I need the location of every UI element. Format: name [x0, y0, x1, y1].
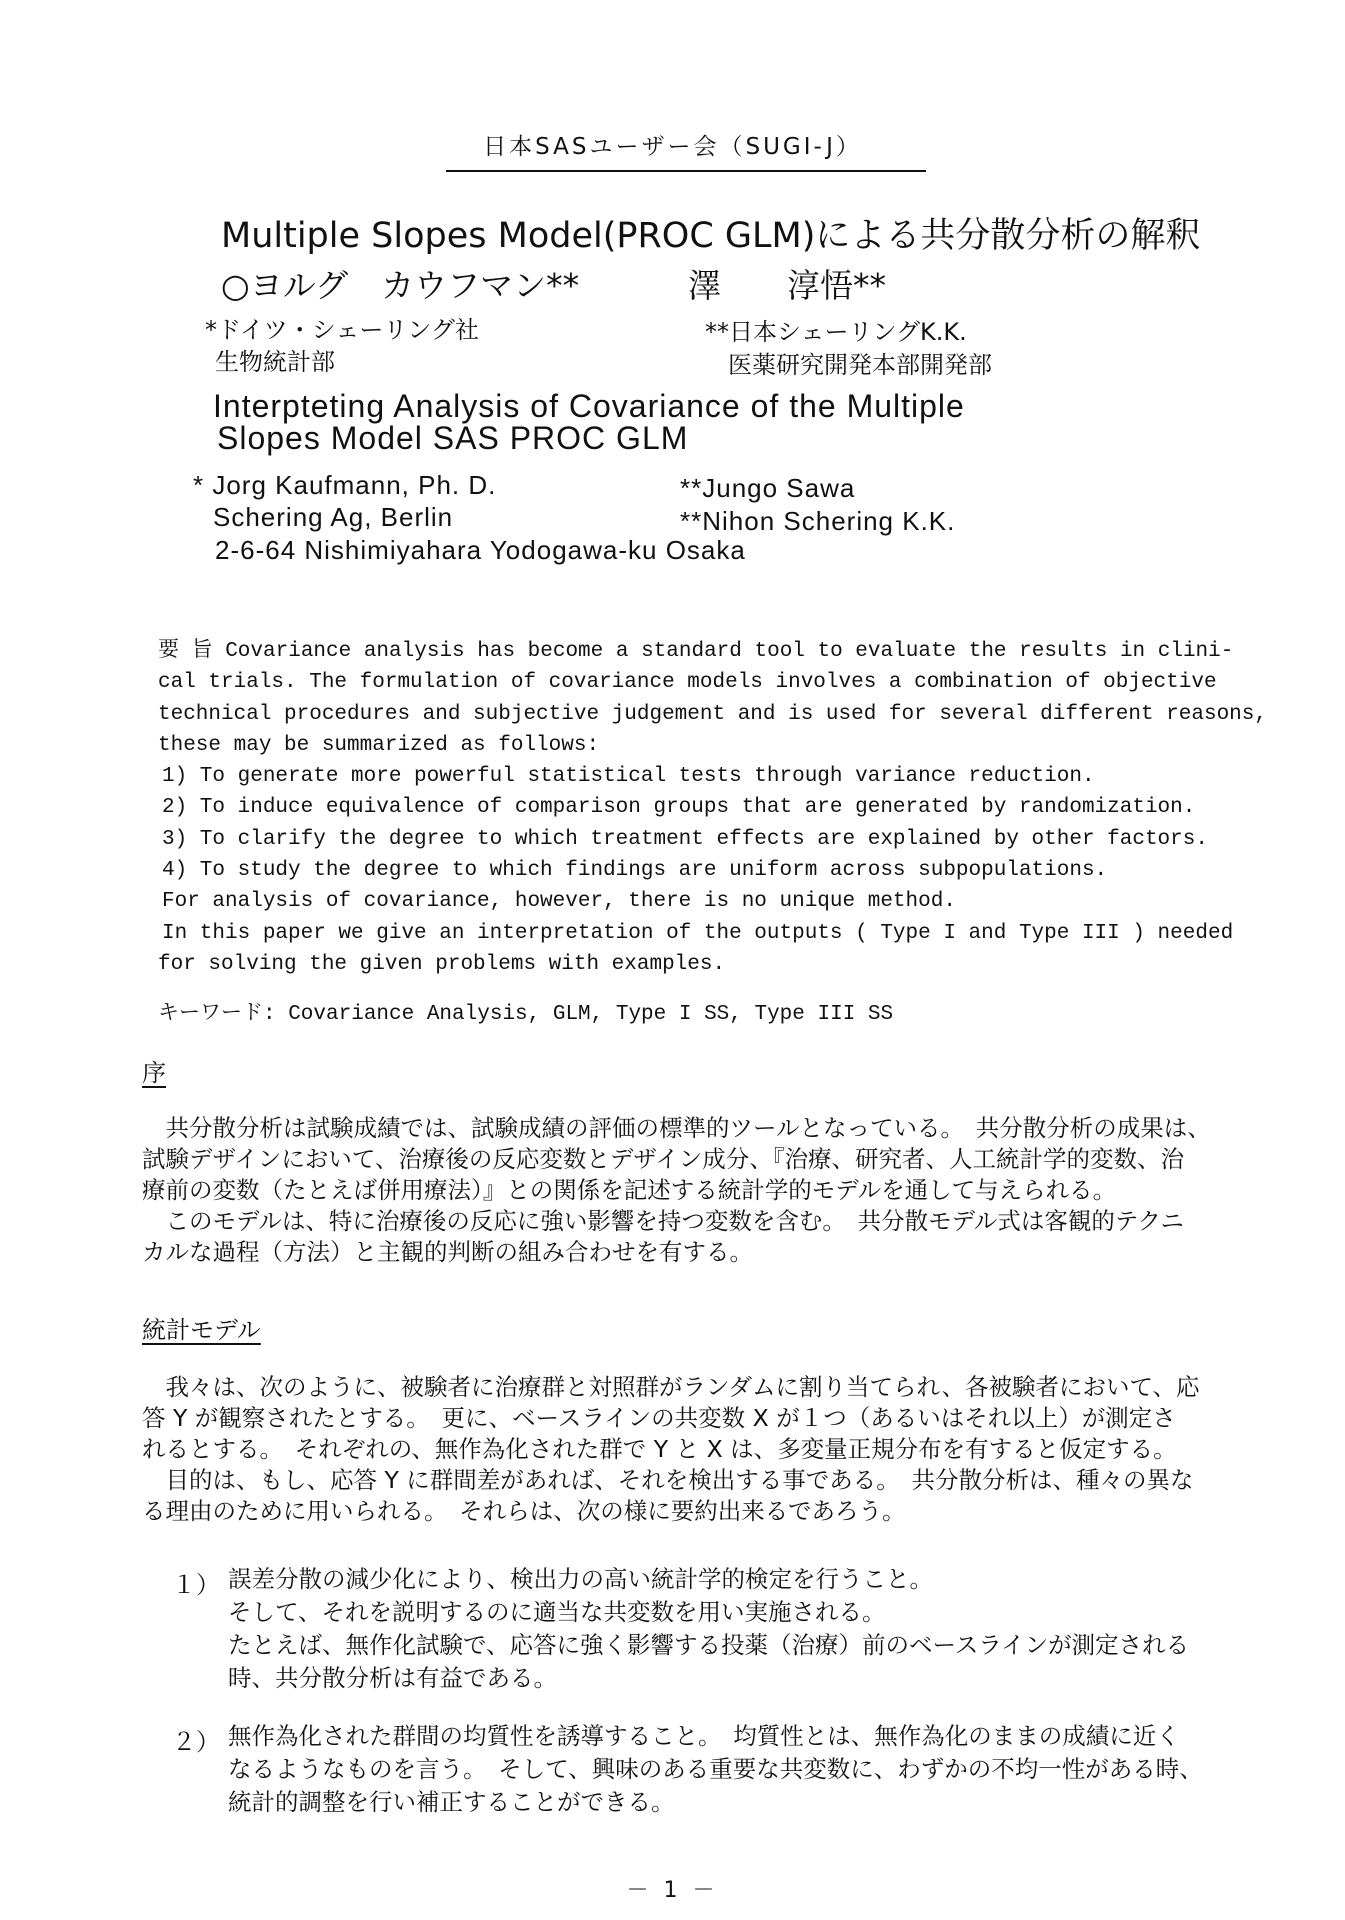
conference-header: 日本SASユーザー会（SUGI-J）: [483, 134, 862, 160]
list-item-line: そして、それを説明するのに適当な共変数を用い実施される。: [228, 1598, 886, 1626]
address-en: 2-6-64 Nishimiyahara Yodogawa-ku Osaka: [215, 535, 746, 565]
paragraph-line: 我々は、次のように、被験者に治療群と対照群がランダムに割り当てられ、各被験者において、応: [142, 1373, 1200, 1401]
affiliation-jp-1-line2: 生物統計部: [215, 348, 335, 376]
paragraph-line: カルな過程（方法）と主観的判断の組み合わせを有する。: [142, 1238, 753, 1266]
affiliation-jp-2-line1: **日本シェーリングK.K.: [705, 318, 967, 346]
abstract-line: For analysis of covariance, however, there is no unique method.: [162, 890, 956, 914]
abstract-line: 4) To study the degree to which findings are uniform across subpopulations.: [162, 859, 1108, 883]
paragraph-line: れるとする。 それぞれの、無作為化された群で Y と X は、多変量正規分布を有すると仮定する。: [142, 1435, 1177, 1463]
paper-title-en-line1: Interpteting Analysis of Covariance of the Multiple: [213, 388, 965, 424]
section-intro-body: [142, 1113, 1252, 1268]
abstract-line: 2) To induce equivalence of comparison groups that are generated by randomization.: [162, 796, 1196, 820]
list-item-line: 統計的調整を行い補正することができる。: [228, 1788, 675, 1816]
paragraph-line: このモデルは、特に治療後の反応に強い影響を持つ変数を含む。 共分散モデル式は客観的テクニ: [142, 1207, 1184, 1235]
abstract: [158, 636, 1267, 980]
paragraph-line: 共分散分析は試験成績では、試験成績の評価の標準的ツールとなっている。 共分散分析の成果は、: [142, 1114, 1211, 1142]
affiliation-jp-2-line2: 医薬研究開発本部開発部: [728, 351, 992, 379]
list-item-line: 無作為化された群間の均質性を誘導すること。 均質性とは、無作為化のままの成績に近く: [228, 1722, 1180, 1750]
paragraph-line: 答 Y が観察されたとする。 更に、ベースラインの共変数 X が１つ（あるいはそれ以上）が測定さ: [142, 1404, 1176, 1432]
abstract-line: 1) To generate more powerful statistical tests through variance reduction.: [162, 765, 1095, 789]
page-number: － 1 －: [626, 1878, 719, 1903]
list-item-line: 時、共分散分析は有益である。: [228, 1664, 557, 1692]
paragraph-line: 目的は、もし、応答 Y に群間差があれば、それを検出する事である。 共分散分析は、種々の異な: [142, 1466, 1194, 1494]
header-rule: [446, 170, 926, 172]
paragraph-line: る理由のために用いられる。 それらは、次の様に要約出来るであろう。: [142, 1497, 906, 1525]
affiliation-jp-1-line1: *ドイツ・シェーリング社: [205, 316, 479, 344]
abstract-line: technical procedures and subjective judgement and is used for several different reasons,: [158, 702, 1267, 726]
paragraph-line: 試験デザインにおいて、治療後の反応変数とデザイン成分、『治療、研究者、人工統計学的変数、治: [142, 1145, 1184, 1173]
abstract-line: cal trials. The formulation of covariance models involves a combination of objective: [158, 671, 1217, 695]
section-heading-model: 統計モデル: [142, 1316, 261, 1344]
abstract-line: 要 旨 Covariance analysis has become a standard tool to evaluate the results in clini-: [158, 640, 1234, 663]
abstract-line: for solving the given problems with examples.: [158, 952, 726, 976]
author-jp-1: ○ヨルグ カウフマン**: [221, 266, 580, 305]
author-en-1: * Jorg Kaufmann, Ph. D.: [193, 470, 497, 500]
paper-title-en-line2: Slopes Model SAS PROC GLM: [217, 420, 689, 456]
author-en-2: **Jungo Sawa: [680, 473, 856, 503]
affiliation-en-2: **Nihon Schering K.K.: [680, 506, 956, 536]
abstract-line: these may be summarized as follows:: [158, 733, 600, 757]
abstract-line: In this paper we give an interpretation of the outputs ( Type I and Type III ) needed: [162, 921, 1234, 945]
author-jp-2: 澤 淳悟**: [688, 266, 886, 305]
paragraph-line: 療前の変数（たとえば併用療法）』との関係を記述する統計学的モデルを通して与えられる。: [142, 1176, 1117, 1204]
list-item-line: たとえば、無作化試験で、応答に強く影響する投薬（治療）前のベースラインが測定される: [228, 1631, 1190, 1659]
list-number-2: ２）: [172, 1728, 220, 1756]
list-item-line: 誤差分散の減少化により、検出力の高い統計学的検定を行うこと。: [228, 1565, 933, 1593]
section-heading-intro: 序: [142, 1059, 166, 1087]
list-item-line: なるようなものを言う。 そして、興味のある重要な共変数に、わずかの不均一性がある時、: [228, 1755, 1203, 1783]
list-number-1: １）: [172, 1571, 220, 1599]
list-item-1: [228, 1563, 1189, 1695]
list-item-2: [228, 1720, 1203, 1819]
abstract-line: 3) To clarify the degree to which treatment effects are explained by other factors.: [162, 827, 1208, 851]
section-model-body: [142, 1372, 1252, 1527]
paper-title-jp: Multiple Slopes Model(PROC GLM)による共分散分析の解釈: [221, 216, 1201, 256]
keywords: キーワード: Covariance Analysis, GLM, Type I SS, Type III SS: [158, 1003, 894, 1026]
affiliation-en-1: Schering Ag, Berlin: [213, 502, 454, 532]
